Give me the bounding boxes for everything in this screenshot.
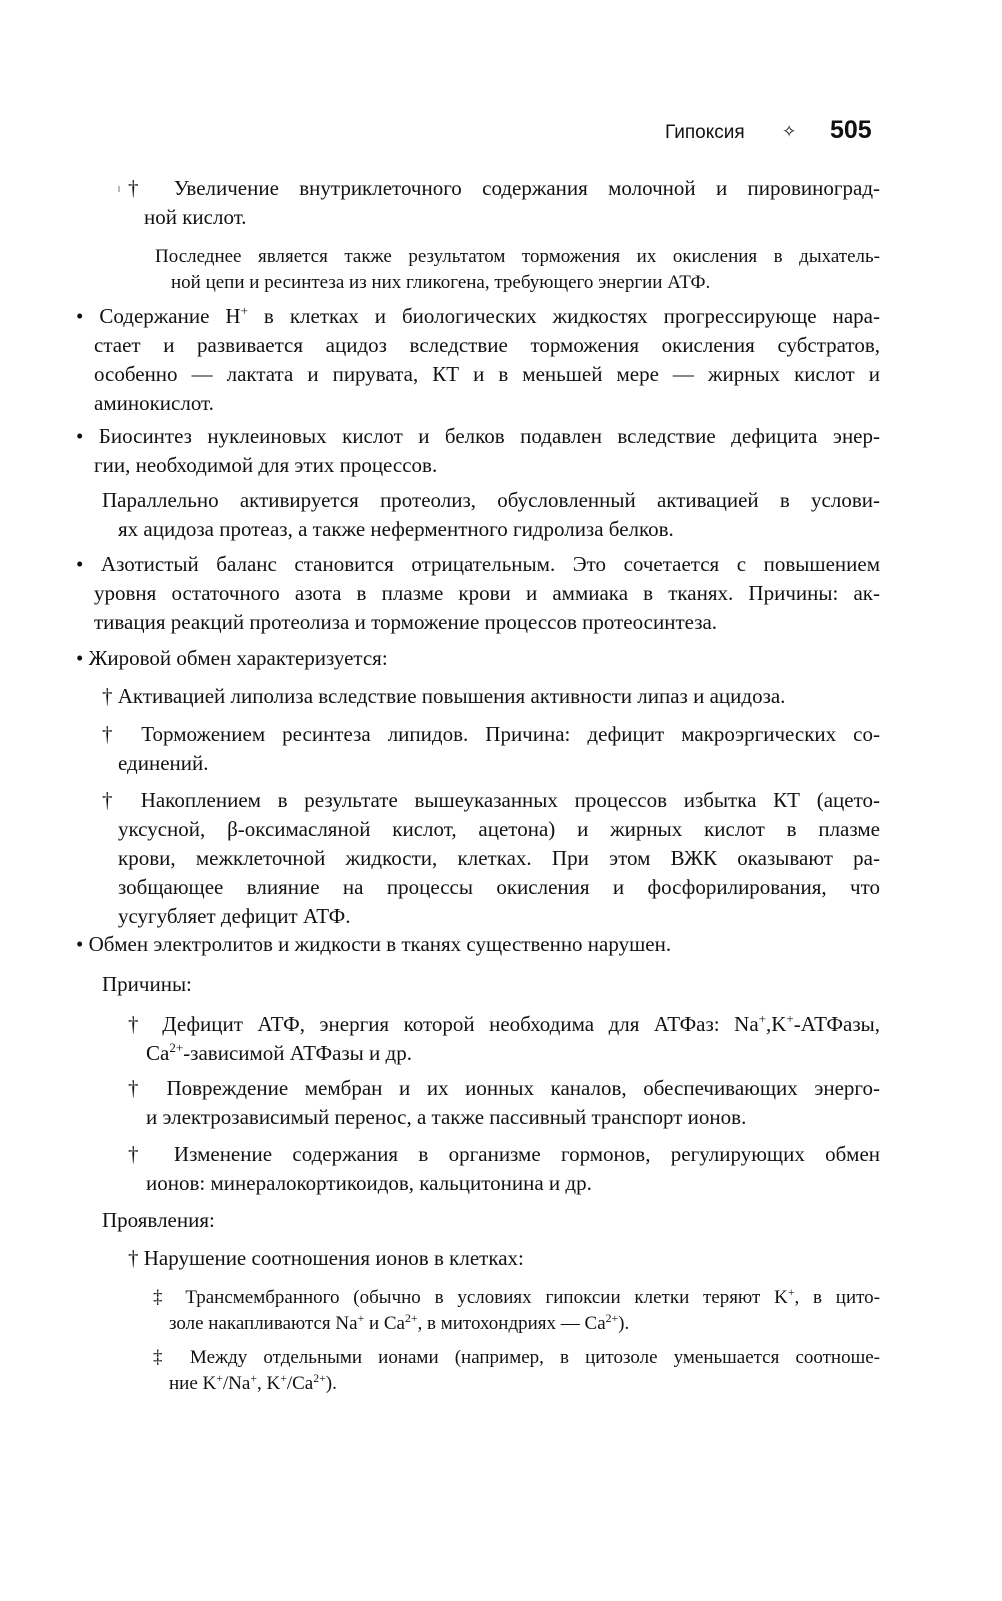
text-line	[102, 786, 880, 815]
line-text: гии, необходимой для этих процессов.	[94, 453, 438, 477]
line-text: † Торможением ресинтеза липидов. Причина: дефицит макроэргических со-	[102, 722, 880, 746]
line-text: тивация реакций протеолиза и торможение процессов протеосинтеза.	[94, 610, 718, 634]
sub-item-lipolysis	[102, 682, 880, 711]
text-line	[76, 550, 880, 579]
text-line	[155, 270, 880, 296]
ion-charge-superscript: 2+	[313, 1371, 326, 1385]
line-text: † Дефицит АТФ, энергия которой необходима для АТФаз: Na+,K+-АТФазы,	[128, 1011, 880, 1036]
text-line	[153, 1371, 880, 1397]
chapter-title: Гипоксия	[665, 122, 745, 143]
line-text: † Повреждение мембран и их ионных каналов, обеспечивающих энерго-	[128, 1076, 880, 1100]
ion-charge-superscript: +	[758, 1011, 766, 1027]
sub-item-ion-ratio	[128, 1244, 880, 1273]
text-line	[153, 1345, 880, 1371]
text-line	[153, 1311, 880, 1337]
text-line	[76, 389, 880, 418]
line-text: • Содержание H+ в клетках и биологических жидкостях прогрессирующе нара-	[76, 303, 880, 328]
text-line	[102, 970, 880, 999]
text-line	[128, 203, 880, 232]
note-paragraph	[155, 244, 880, 296]
line-text: • Биосинтез нуклеиновых кислот и белков подавлен вследствие дефицита энер-	[76, 424, 880, 448]
text-line	[128, 1039, 880, 1068]
heading-manifestations	[102, 1206, 880, 1235]
text-line	[76, 422, 880, 451]
line-text: † Изменение содержания в организме гормонов, регулирующих обмен	[128, 1142, 880, 1166]
ion-charge-superscript: 2+	[605, 1311, 619, 1325]
line-text: ние K+/Na+, $K^+/Ca^{2+}$).	[169, 1371, 337, 1394]
text-line	[76, 930, 880, 959]
text-line	[76, 451, 880, 480]
line-text: • Обмен электролитов и жидкости в тканях существенно нарушен.	[76, 932, 672, 956]
line-text: особенно — лактата и пирувата, КТ и в меньшей мере — жирных кислот и	[94, 362, 880, 386]
line-text: † Нарушение соотношения ионов в клетках:	[128, 1246, 524, 1270]
line-text: † Накоплением в результате вышеуказанных процессов избытка КТ (ацето-	[102, 788, 880, 812]
text-line	[102, 486, 880, 515]
sub-item-lipid-resynthesis	[102, 720, 880, 778]
bullet-biosynthesis	[76, 422, 880, 480]
line-text: аминокислот.	[94, 391, 214, 415]
line-text: Проявления:	[102, 1208, 215, 1232]
note-proteolysis	[102, 486, 880, 544]
sub-item-membrane-damage	[128, 1074, 880, 1132]
text-line	[128, 1074, 880, 1103]
text-line	[76, 579, 880, 608]
text-line	[155, 244, 880, 270]
line-text: золе накапливаются Na+ и $Ca^{2+}$, в митохондриях — $Ca^{2+}$).	[169, 1311, 630, 1334]
text-line	[102, 720, 880, 749]
text-line	[102, 844, 880, 873]
line-text: уксусной, β-оксимасляной кислот, ацетона) и жирных кислот в плазме	[118, 817, 880, 841]
line-text: зобщающее влияние на процессы окисления и фосфорилирования, что	[118, 875, 880, 899]
sub-sub-item-transmembrane	[153, 1285, 880, 1337]
ion-charge-superscript: +	[786, 1011, 794, 1027]
text-line	[76, 360, 880, 389]
bullet-fat-metabolism	[76, 644, 880, 673]
sub-item-lactic-pyruvic	[128, 174, 880, 232]
line-text: ях ацидоза протеаз, а также неферментного гидролиза белков.	[118, 517, 674, 541]
text-line	[102, 682, 880, 711]
sub-item-hormones	[128, 1140, 880, 1198]
ion-charge-superscript: +	[357, 1311, 365, 1325]
page-number: 505	[830, 116, 872, 144]
ion-charge-superscript: +	[250, 1371, 257, 1385]
bullet-electrolytes	[76, 930, 880, 959]
ion-charge-superscript: 2+	[169, 1040, 184, 1056]
text-line	[128, 1244, 880, 1273]
line-text: ‡ Трансмембранного (обычно в условиях гипоксии клетки теряют K+, в цито-	[153, 1285, 880, 1308]
text-line	[128, 174, 880, 203]
line-text: Причины:	[102, 972, 192, 996]
text-line	[102, 749, 880, 778]
text-line	[128, 1169, 880, 1198]
text-line	[76, 644, 880, 673]
running-header	[0, 116, 880, 150]
line-text: • Азотистый баланс становится отрицательным. Это сочетается с повышением	[76, 552, 880, 576]
line-text: Параллельно активируется протеолиз, обусловленный активацией в услови-	[102, 488, 880, 512]
line-text: $Ca^{2+}$-зависимой АТФазы и др.	[146, 1040, 412, 1065]
sub-sub-item-between-ions	[153, 1345, 880, 1397]
heading-causes	[102, 970, 880, 999]
text-line	[128, 1140, 880, 1169]
line-text: † Активацией липолиза вследствие повышения активности липаз и ацидоза.	[102, 684, 786, 708]
text-line	[102, 873, 880, 902]
line-text: единений.	[118, 751, 209, 775]
line-text: крови, межклеточной жидкости, клетках. При этом ВЖК оказывают ра-	[118, 846, 880, 870]
sub-item-atp-deficit	[128, 1010, 880, 1068]
text-line	[128, 1010, 880, 1039]
ion-charge-superscript: 2+	[404, 1311, 418, 1325]
line-text: уровня остаточного азота в плазме крови и аммиака в тканях. Причины: ак-	[94, 581, 880, 605]
diamond-separator-icon: ✧	[782, 122, 797, 142]
line-text: ‡ Между отдельными ионами (например, в цитозоле уменьшается соотноше-	[153, 1347, 880, 1368]
ion-charge-superscript: +	[280, 1371, 287, 1385]
text-line	[76, 302, 880, 331]
ion-charge-superscript: +	[216, 1371, 223, 1385]
line-text: ионов: минералокортикоидов, кальцитонина и др.	[146, 1171, 592, 1195]
text-line	[102, 902, 880, 931]
text-line	[102, 815, 880, 844]
text-line	[102, 1206, 880, 1235]
ion-charge-superscript: +	[787, 1285, 795, 1299]
line-text: ной цепи и ресинтеза из них гликогена, требующего энергии АТФ.	[171, 272, 711, 293]
line-text: Последнее является также результатом торможения их окисления в дыхатель-	[155, 246, 880, 267]
line-text: усугубляет дефицит АТФ.	[118, 904, 351, 928]
line-text: • Жировой обмен характеризуется:	[76, 646, 388, 670]
text-line	[153, 1285, 880, 1311]
text-line	[76, 331, 880, 360]
line-text: и электрозависимый перенос, а также пассивный транспорт ионов.	[146, 1105, 747, 1129]
text-line	[76, 608, 880, 637]
ion-charge-superscript: +	[240, 303, 248, 319]
bullet-nitrogen-balance	[76, 550, 880, 637]
text-line	[128, 1103, 880, 1132]
margin-mark	[118, 186, 120, 192]
sub-item-ketone-accumulation	[102, 786, 880, 931]
line-text: ной кислот.	[144, 205, 247, 229]
bullet-hydrogen-ions	[76, 302, 880, 418]
text-line	[102, 515, 880, 544]
line-text: † Увеличение внутриклеточного содержания молочной и пировиноград-	[128, 176, 880, 200]
line-text: стает и развивается ацидоз вследствие торможения окисления субстратов,	[94, 333, 880, 357]
